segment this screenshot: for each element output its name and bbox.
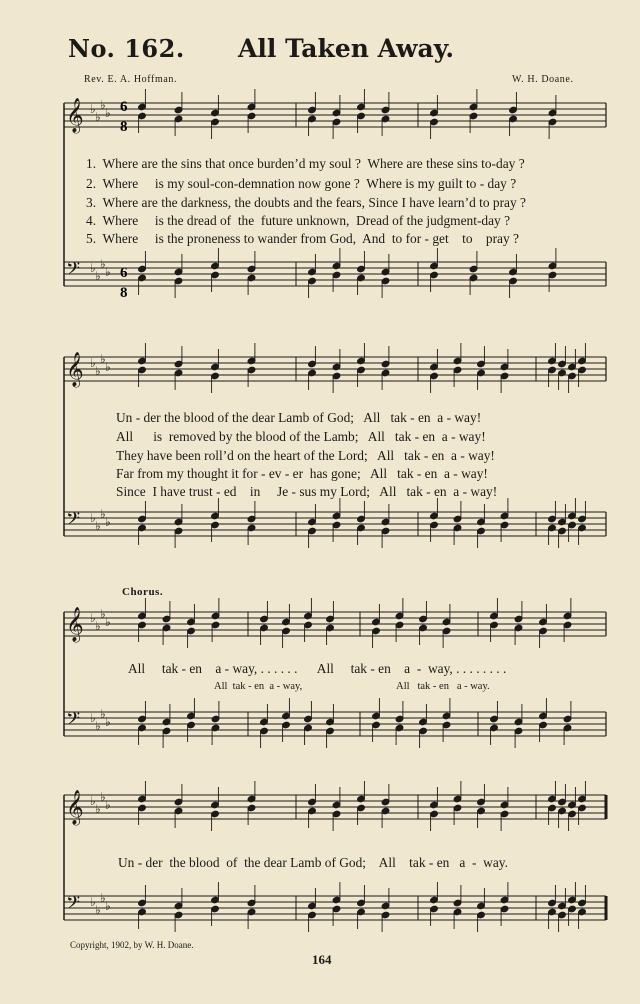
- bass-clef-icon: 𝄢: [66, 709, 81, 734]
- refrain-line-3: They have been roll’d on the heart of the Lord; All tak - en a - way!: [116, 448, 495, 463]
- flat-icon: ♭: [90, 711, 96, 725]
- verse-line-3: 3. Where are the darkness, the doubts and the fears, Since I have learn’d to pray ?: [86, 195, 526, 210]
- flat-icon: ♭: [90, 356, 96, 370]
- flat-icon: ♭: [105, 106, 111, 120]
- treble-clef-icon: 𝄞: [66, 352, 84, 387]
- flat-icon: ♭: [90, 895, 96, 909]
- time-signature-upper-bass: 6: [120, 265, 128, 281]
- flat-icon: ♭: [100, 507, 106, 521]
- flat-icon: ♭: [95, 269, 101, 283]
- treble-clef-icon: 𝄞: [66, 790, 84, 825]
- flat-icon: ♭: [90, 261, 96, 275]
- flat-icon: ♭: [90, 511, 96, 525]
- flat-icon: ♭: [95, 519, 101, 533]
- refrain-line-4: Far from my thought it for - ev - er has gone; All tak - en a - way!: [116, 466, 488, 481]
- flat-icon: ♭: [95, 903, 101, 917]
- chorus-line-2: All tak - en a - way, All tak - en a - way.: [214, 681, 490, 692]
- chorus-label: Chorus.: [122, 586, 164, 598]
- flat-icon: ♭: [90, 102, 96, 116]
- hymn-number: No. 162.: [68, 34, 185, 63]
- composer-credit: W. H. Doane.: [512, 74, 574, 85]
- flat-icon: ♭: [105, 360, 111, 374]
- bass-clef-icon: 𝄢: [66, 509, 81, 534]
- refrain-line-5: Since I have trust - ed in Je - sus my Lord; All tak - en a - way!: [116, 484, 498, 499]
- bass-clef-icon: 𝄢: [66, 259, 81, 284]
- flat-icon: ♭: [100, 790, 106, 804]
- flat-icon: ♭: [95, 619, 101, 633]
- flat-icon: ♭: [95, 364, 101, 378]
- verse-line-4: 4. Where is the dread of the future unknown, Dread of the judgment-day ?: [86, 213, 511, 228]
- flat-icon: ♭: [90, 794, 96, 808]
- flat-icon: ♭: [105, 615, 111, 629]
- verse-line-5: 5. Where is the proneness to wander from God, And to for - get to pray ?: [86, 231, 519, 246]
- bass-clef-icon: 𝄢: [66, 893, 81, 918]
- flat-icon: ♭: [100, 98, 106, 112]
- page-number: 164: [312, 952, 332, 967]
- flat-icon: ♭: [105, 899, 111, 913]
- flat-icon: ♭: [105, 798, 111, 812]
- flat-icon: ♭: [105, 515, 111, 529]
- verse-line-1: 1. Where are the sins that once burden’d my soul ? Where are these sins to-day ?: [86, 156, 525, 171]
- flat-icon: ♭: [100, 352, 106, 366]
- flat-icon: ♭: [100, 257, 106, 271]
- chorus-line-1: All tak - en a - way, . . . . . . All tak - en a - way, . . . . . . . .: [128, 661, 507, 676]
- hymn-title: All Taken Away.: [238, 34, 455, 63]
- refrain-line-1: Un - der the blood of the dear Lamb of God; All tak - en a - way!: [116, 410, 482, 425]
- time-signature-upper: 6: [120, 99, 128, 115]
- copyright-notice: Copyright, 1902, by W. H. Doane.: [70, 940, 194, 950]
- verse-line-2: 2. Where is my soul-con-demnation now gone ? Where is my guilt to - day ?: [86, 176, 517, 191]
- flat-icon: ♭: [95, 802, 101, 816]
- flat-icon: ♭: [100, 891, 106, 905]
- flat-icon: ♭: [95, 719, 101, 733]
- flat-icon: ♭: [95, 110, 101, 124]
- refrain-line-2: All is removed by the blood of the Lamb; All tak - en a - way!: [116, 429, 486, 444]
- lyricist-credit: Rev. E. A. Hoffman.: [84, 74, 178, 85]
- time-signature-lower-bass: 8: [120, 285, 128, 301]
- flat-icon: ♭: [105, 715, 111, 729]
- flat-icon: ♭: [90, 611, 96, 625]
- time-signature-lower: 8: [120, 119, 128, 135]
- flat-icon: ♭: [105, 265, 111, 279]
- chorus-last-line: Un - der the blood of the dear Lamb of God; All tak - en a - way.: [118, 855, 508, 870]
- treble-clef-icon: 𝄞: [66, 607, 84, 642]
- flat-icon: ♭: [100, 707, 106, 721]
- treble-clef-icon: 𝄞: [66, 98, 84, 133]
- flat-icon: ♭: [100, 607, 106, 621]
